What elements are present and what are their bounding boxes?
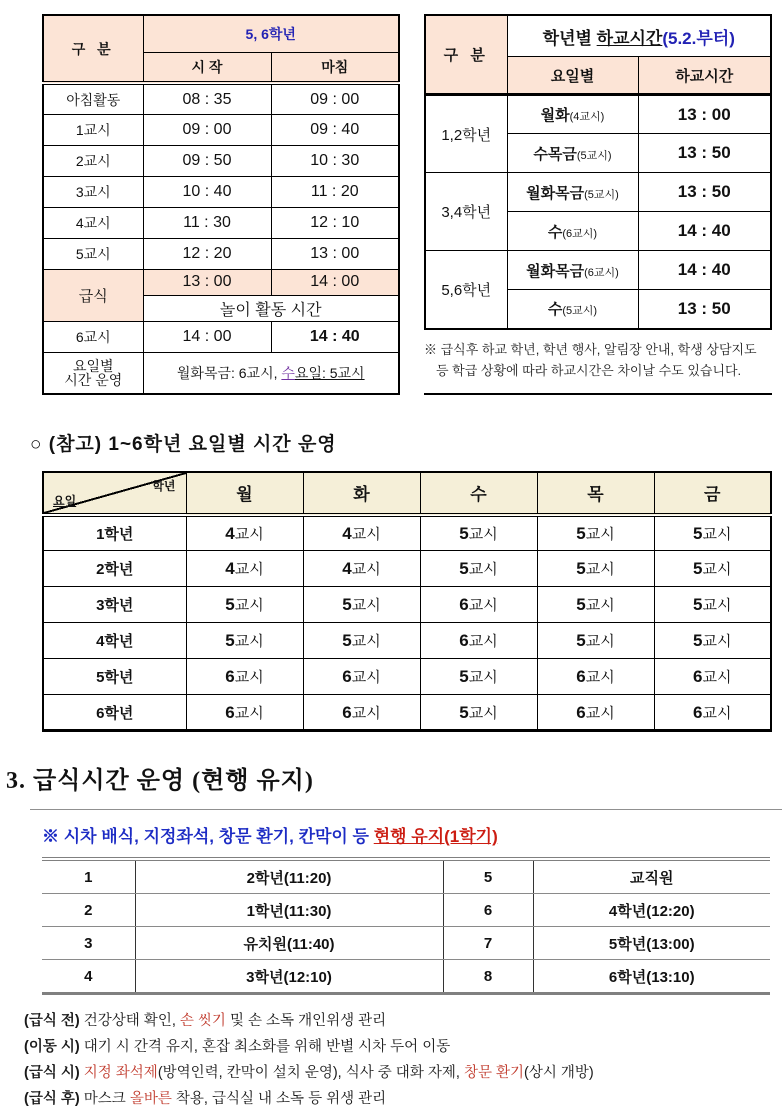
- play-time-label: 놀이 활동 시간: [143, 295, 399, 321]
- day-header-thu: 목: [537, 472, 654, 515]
- dismissal-column: [424, 14, 772, 395]
- corner-header-cell: [43, 472, 186, 515]
- period-count-cell: 5교시: [654, 515, 771, 551]
- day-header-fri: 금: [654, 472, 771, 515]
- period-count-cell: 4교시: [186, 515, 303, 551]
- period-count-cell: 6교시: [186, 659, 303, 695]
- grade-label: 5학년: [43, 659, 186, 695]
- schedule-row-lunch: [43, 270, 399, 295]
- lunch-end-time: 14 : 00: [271, 270, 399, 295]
- order-target: 3학년(12:10): [135, 960, 443, 994]
- lunch-order-row: [42, 927, 770, 960]
- dismissal-times-table: [424, 14, 772, 330]
- note-after-meal: [24, 1086, 772, 1112]
- weekly-row-grade4: [43, 623, 771, 659]
- note-text-red: 지정 좌석제: [83, 1065, 158, 1081]
- schedule-end-header: 마침: [271, 53, 399, 84]
- dismissal-time: 14 : 40: [638, 212, 771, 251]
- order-target: 유치원(11:40): [135, 927, 443, 960]
- lunch-order-row: [42, 894, 770, 927]
- periods: (4교시): [569, 111, 605, 123]
- days-cell: [507, 290, 638, 329]
- note-text: 대기 시 간격 유지, 혼잡 최소화를 위해 반별 시차 두어 이동: [83, 1039, 451, 1055]
- note-during-meal: [24, 1060, 772, 1086]
- start-time: 08 : 35: [143, 83, 271, 114]
- periods: (6교시): [584, 266, 619, 279]
- dismissal-row: [425, 251, 771, 290]
- dismissal-time: 13 : 00: [638, 95, 771, 134]
- dismissal-title: [507, 15, 771, 57]
- end-time: 13 : 00: [271, 239, 399, 270]
- days-cell: [507, 134, 638, 173]
- note-text-red: 창문 환기: [463, 1065, 524, 1081]
- note-text: 착용, 급식실 내 소독 등 위생 관리: [171, 1091, 387, 1107]
- start-time: 09 : 00: [143, 114, 271, 145]
- lunch-notice-bar: [30, 809, 782, 857]
- order-number: 8: [443, 960, 533, 994]
- note-moving: [24, 1034, 772, 1060]
- schedule-row-p3: [43, 177, 399, 208]
- end-time: 12 : 10: [271, 208, 399, 239]
- note-text-red: 올바른: [129, 1091, 172, 1107]
- period-count-cell: 6교시: [420, 623, 537, 659]
- period-count-cell: 4교시: [303, 551, 420, 587]
- order-number: 2: [42, 894, 135, 927]
- dismissal-time-col-header: 하교시간: [638, 57, 771, 95]
- lunch-label: 급식: [43, 270, 143, 321]
- dismissal-note-line1: ※ 급식후 하교 학년, 학년 행사, 알림장 안내, 학생 상담지도: [424, 341, 757, 357]
- order-number: 5: [443, 859, 533, 894]
- day-header-tue: 화: [303, 472, 420, 515]
- note-text: (상시 개방): [524, 1065, 594, 1081]
- days-cell: [507, 212, 638, 251]
- periods: (6교시): [562, 227, 598, 240]
- period-count-cell: 6교시: [303, 695, 420, 731]
- days-cell: [507, 95, 638, 134]
- grade-label: 4학년: [43, 623, 186, 659]
- days-cell: [507, 251, 638, 290]
- days: 수: [547, 301, 563, 319]
- weekly-operation-value: [143, 352, 399, 393]
- period-count-cell: 5교시: [420, 659, 537, 695]
- lunch-order-row: [42, 960, 770, 994]
- dismissal-note-line2: 등 학급 상황에 따라 하교시간은 차이날 수도 있습니다.: [436, 362, 742, 378]
- period-label: 1교시: [43, 114, 143, 145]
- weekly-wednesday-char: 수: [281, 364, 295, 381]
- order-target: 1학년(11:30): [135, 894, 443, 927]
- period-label: 3교시: [43, 177, 143, 208]
- periods: (5교시): [584, 188, 619, 201]
- dismissal-gubun-header: 구 분: [425, 15, 507, 95]
- note-text: 및 손 소독 개인위생 관리: [225, 1013, 387, 1029]
- weekly-label-line2: 시간 운영: [64, 371, 123, 388]
- weekly-row-grade6: [43, 695, 771, 731]
- period-count-cell: 5교시: [303, 623, 420, 659]
- days: 월화목금: [526, 184, 585, 202]
- note-text: 건강상태 확인,: [83, 1013, 180, 1029]
- dismissal-day-col-header: 요일별: [507, 57, 638, 95]
- days: 월화목금: [526, 262, 585, 280]
- period-count-cell: 5교시: [654, 551, 771, 587]
- weekly-row-grade1: [43, 515, 771, 551]
- order-target: 교직원: [533, 859, 770, 894]
- dismissal-title-date: (5.2.부터): [662, 28, 735, 48]
- period-count-cell: 4교시: [303, 515, 420, 551]
- days: 수: [547, 223, 563, 241]
- order-target: 6학년(13:10): [533, 960, 770, 994]
- period-label: 6교시: [43, 321, 143, 352]
- schedule-grade-title: 5, 6학년: [143, 15, 399, 53]
- weekly-operation-label: [43, 352, 143, 393]
- period-count-cell: 5교시: [420, 551, 537, 587]
- corner-grade-label: 학년: [152, 478, 176, 493]
- note-label: (급식 후): [24, 1091, 80, 1107]
- days: 월화: [540, 107, 570, 124]
- weekly-periods-table: [42, 471, 772, 733]
- dismissal-time: 14 : 40: [638, 251, 771, 290]
- start-time: 14 : 00: [143, 321, 271, 352]
- grade-group-label: 1,2학년: [425, 95, 507, 173]
- notice-red-part: 현행 유지(1학기): [373, 827, 498, 846]
- period-count-cell: 4교시: [186, 551, 303, 587]
- horizontal-rule: [424, 393, 772, 395]
- end-time: 09 : 00: [271, 83, 399, 114]
- grade-group-label: 3,4학년: [425, 173, 507, 251]
- schedule-row-p2: [43, 145, 399, 176]
- start-time: 09 : 50: [143, 145, 271, 176]
- order-number: 1: [42, 859, 135, 894]
- lunch-start-time: 13 : 00: [143, 270, 271, 295]
- note-text-red: 손 씻기: [179, 1013, 226, 1029]
- periods: (5교시): [576, 149, 612, 162]
- lunch-notice-text: [42, 827, 498, 846]
- period-count-cell: 5교시: [537, 623, 654, 659]
- schedule-row-p6: [43, 321, 399, 352]
- schedule-row-morning: [43, 83, 399, 114]
- order-number: 4: [42, 960, 135, 994]
- period-count-cell: 5교시: [303, 587, 420, 623]
- end-time: 14 : 40: [271, 321, 399, 352]
- period-count-cell: 5교시: [654, 623, 771, 659]
- periods: (5교시): [562, 305, 598, 318]
- schedule-row-p4: [43, 208, 399, 239]
- dismissal-time: 13 : 50: [638, 290, 771, 329]
- note-label: (급식 전): [24, 1013, 80, 1029]
- start-time: 12 : 20: [143, 239, 271, 270]
- note-label: (이동 시): [24, 1039, 80, 1055]
- weekly-normal-days: 월화목금: 6교시,: [176, 364, 282, 381]
- weekly-wednesday-rest: 요일: 5교시: [294, 364, 365, 381]
- period-count-cell: 6교시: [537, 659, 654, 695]
- period-count-cell: 5교시: [186, 623, 303, 659]
- order-number: 6: [443, 894, 533, 927]
- corner-day-label: 요일: [53, 493, 77, 508]
- schedule-row-p1: [43, 114, 399, 145]
- days-cell: [507, 173, 638, 212]
- order-number: 3: [42, 927, 135, 960]
- start-time: 11 : 30: [143, 208, 271, 239]
- period-count-cell: 5교시: [420, 695, 537, 731]
- period-label: 5교시: [43, 239, 143, 270]
- period-count-cell: 6교시: [537, 695, 654, 731]
- schedule-start-header: 시 작: [143, 53, 271, 84]
- lunch-section-heading: 3. 급식시간 운영 (현행 유지): [6, 768, 314, 794]
- period-count-cell: 5교시: [420, 515, 537, 551]
- dismissal-time: 13 : 50: [638, 134, 771, 173]
- schedule-gubun-header: 구 분: [43, 15, 143, 83]
- period-label: 2교시: [43, 145, 143, 176]
- period-count-cell: 6교시: [420, 587, 537, 623]
- period-count-cell: 5교시: [537, 515, 654, 551]
- days: 수목금: [533, 145, 577, 163]
- period-label: 아침활동: [43, 83, 143, 114]
- period-count-cell: 5교시: [537, 587, 654, 623]
- schedule-row-weekly: [43, 352, 399, 393]
- dismissal-row: [425, 173, 771, 212]
- grade-label: 6학년: [43, 695, 186, 731]
- weekly-row-grade3: [43, 587, 771, 623]
- dismissal-title-plain: 학년별: [542, 28, 597, 48]
- dismissal-time: 13 : 50: [638, 173, 771, 212]
- lunch-order-table: [42, 857, 770, 995]
- end-time: 11 : 20: [271, 177, 399, 208]
- reference-heading: ○ (참고) 1~6학년 요일별 시간 운영: [30, 433, 337, 455]
- period-count-cell: 6교시: [186, 695, 303, 731]
- note-text: (방역인력, 칸막이 설치 운영), 식사 중 대화 자제,: [157, 1065, 464, 1081]
- dismissal-note: [424, 339, 772, 381]
- notice-blue-part: ※ 시차 배식, 지정좌석, 창문 환기, 칸막이 등: [42, 827, 374, 846]
- note-before-meal: [24, 1008, 772, 1034]
- period-label: 4교시: [43, 208, 143, 239]
- start-time: 10 : 40: [143, 177, 271, 208]
- day-header-mon: 월: [186, 472, 303, 515]
- order-target: 5학년(13:00): [533, 927, 770, 960]
- weekly-row-grade5: [43, 659, 771, 695]
- end-time: 10 : 30: [271, 145, 399, 176]
- order-number: 7: [443, 927, 533, 960]
- dismissal-title-underlined: 하교시간: [596, 28, 663, 48]
- grade-group-label: 5,6학년: [425, 251, 507, 329]
- lunch-order-row: [42, 859, 770, 894]
- dismissal-row: [425, 95, 771, 134]
- grade-label: 3학년: [43, 587, 186, 623]
- top-tables-row: [0, 0, 772, 395]
- day-header-wed: 수: [420, 472, 537, 515]
- lunch-hygiene-notes: [24, 1008, 772, 1112]
- grade56-schedule-table: [42, 14, 400, 395]
- note-label: (급식 시): [24, 1065, 80, 1081]
- order-target: 4학년(12:20): [533, 894, 770, 927]
- schedule-row-p5: [43, 239, 399, 270]
- order-target: 2학년(11:20): [135, 859, 443, 894]
- grade-label: 2학년: [43, 551, 186, 587]
- period-count-cell: 5교시: [654, 587, 771, 623]
- period-count-cell: 6교시: [303, 659, 420, 695]
- note-text: 마스크: [83, 1091, 130, 1107]
- period-count-cell: 6교시: [654, 659, 771, 695]
- period-count-cell: 6교시: [654, 695, 771, 731]
- grade-label: 1학년: [43, 515, 186, 551]
- weekly-label-line1: 요일별: [72, 357, 114, 374]
- period-count-cell: 5교시: [537, 551, 654, 587]
- weekly-row-grade2: [43, 551, 771, 587]
- period-count-cell: 5교시: [186, 587, 303, 623]
- end-time: 09 : 40: [271, 114, 399, 145]
